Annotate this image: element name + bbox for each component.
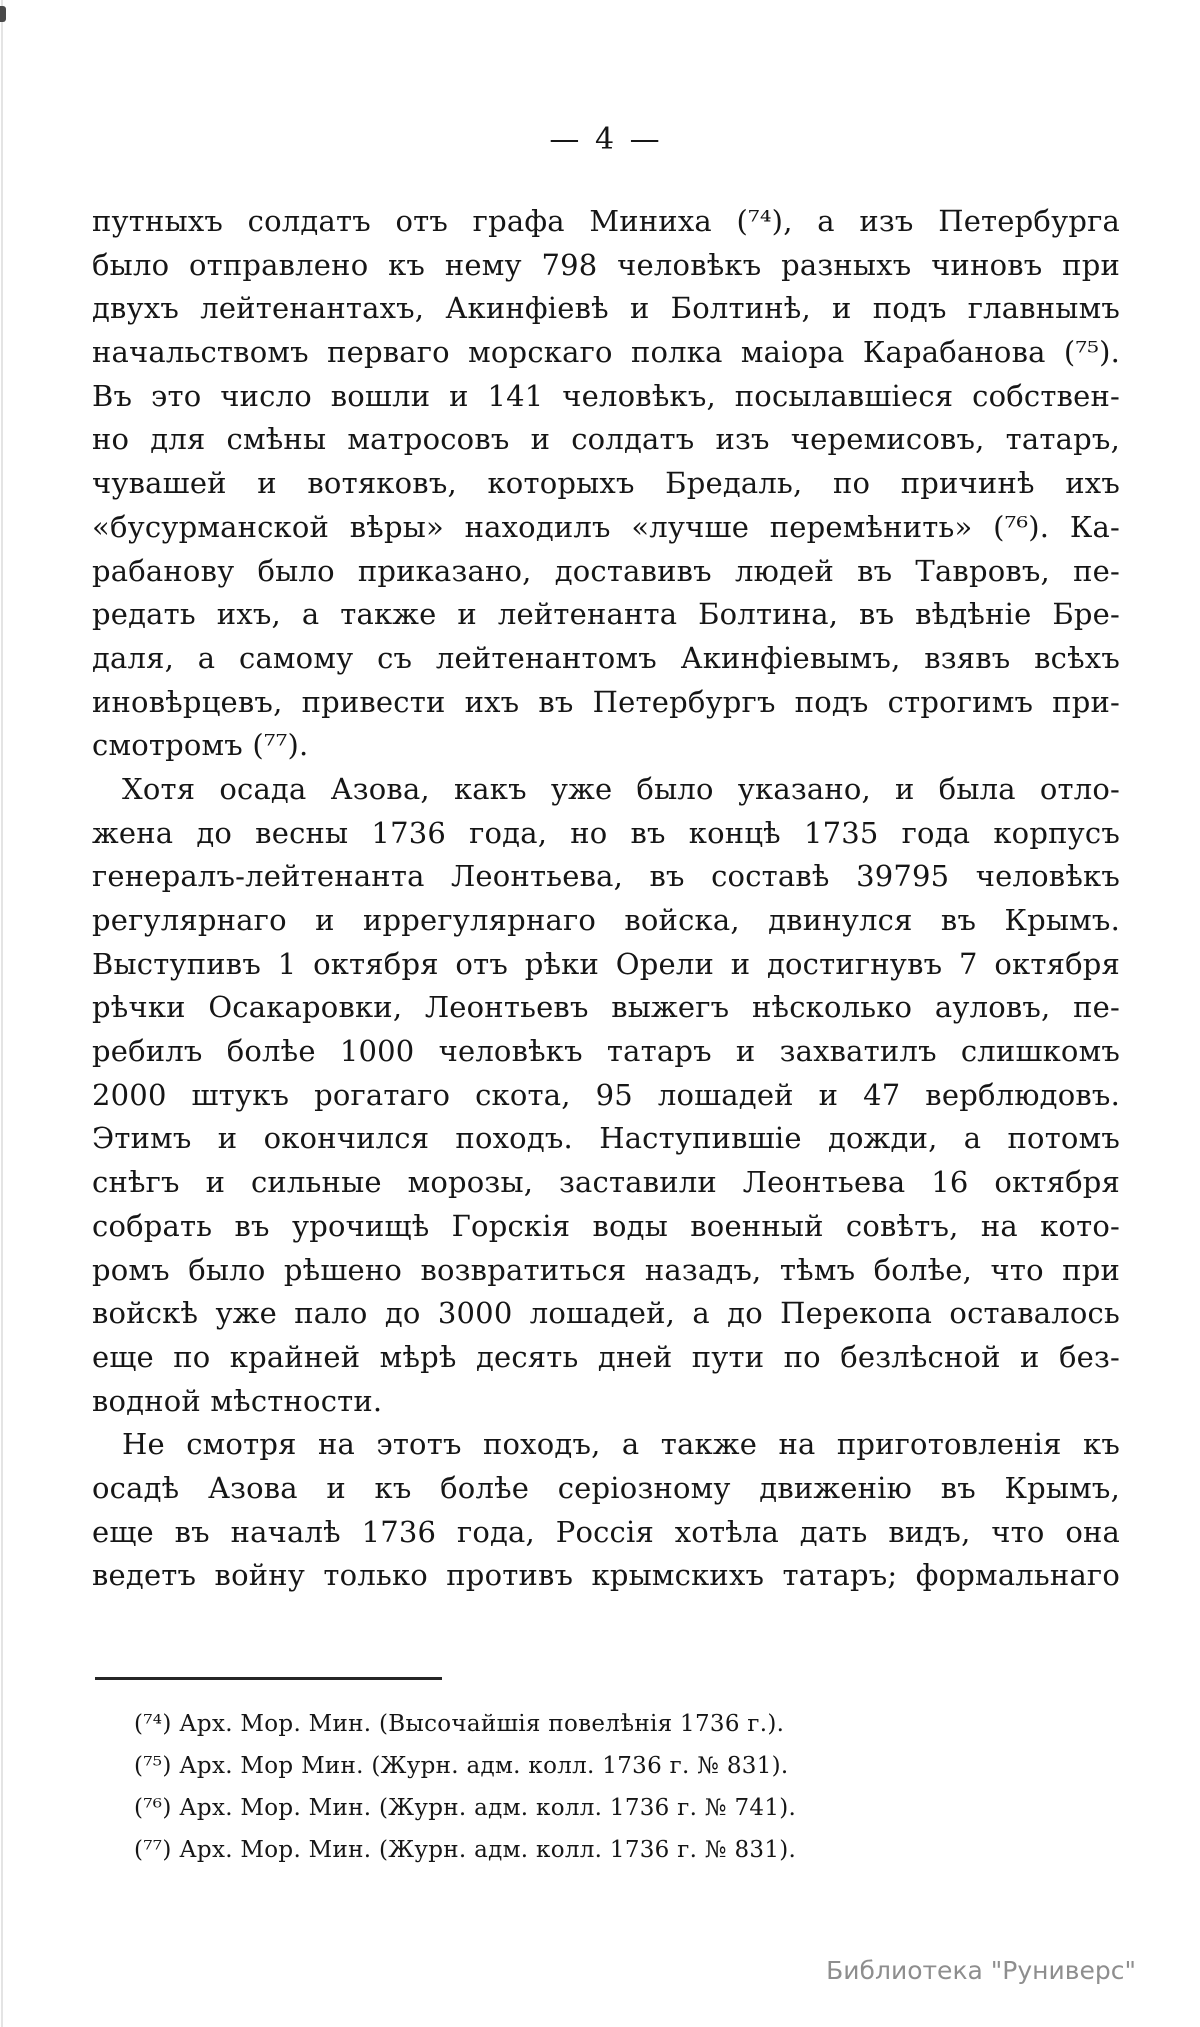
paragraph [92,200,1120,768]
footnotes [134,1703,1054,1871]
page-number: — 4 — [549,122,663,157]
footnote-line: (⁷⁴) Арх. Мор. Мин. (Высочайшія повелѣнія 1736 г.). [134,1711,785,1737]
text-line: чувашей и вотяковъ, которыхъ Бредаль, по причинѣ ихъ [92,466,1120,501]
text-line: было отправлено къ нему 798 человѣкъ разныхъ чиновъ при [92,247,1120,282]
text-line: «бусурманской вѣры» находилъ «лучше перемѣнить» (⁷⁶). Ка- [92,509,1120,544]
text-line: собрать въ урочищѣ Горскія воды военный совѣтъ, на кото- [92,1208,1120,1243]
footnote-line: (⁷⁶) Арх. Мор. Мин. (Журн. адм. колл. 1736 г. № 741). [134,1795,797,1821]
paragraph [92,768,1120,1423]
text-line: ребилъ болѣе 1000 человѣкъ татаръ и захватилъ слишкомъ [92,1034,1120,1069]
text-line: редать ихъ, а также и лейтенанта Болтина, въ вѣдѣніе Бре- [92,597,1120,632]
text-line: Выступивъ 1 октября отъ рѣки Орели и достигнувъ 7 октября [92,946,1120,981]
text-line: осадѣ Азова и къ болѣе серіозному движенію въ Крымъ, [92,1470,1120,1505]
text-line: еще въ началѣ 1736 года, Россія хотѣла дать видъ, что она [92,1514,1120,1549]
text-line: но для смѣны матросовъ и солдатъ изъ черемисовъ, татаръ, [92,422,1120,457]
footnote-line: (⁷⁵) Арх. Мор Мин. (Журн. адм. колл. 1736 г. № 831). [134,1753,789,1779]
text-line: двухъ лейтенантахъ, Акинфіевѣ и Болтинѣ, и подъ главнымъ [92,291,1120,326]
library-watermark: Библиотека "Руниверс" [826,1956,1136,1985]
scan-edge-artifact [1,0,3,2027]
text-line: Этимъ и окончился походъ. Наступившіе дожди, а потомъ [92,1121,1120,1156]
text-line: снѣгъ и сильные морозы, заставили Леонтьева 16 октября [92,1165,1120,1200]
text-line: путныхъ солдатъ отъ графа Миниха (⁷⁴), а изъ Петербурга [92,204,1120,238]
text-line: регулярнаго и иррегулярнаго войска, двинулся въ Крымъ. [92,903,1120,937]
text-line: рѣчки Осакаровки, Леонтьевъ выжегъ нѣсколько ауловъ, пе- [92,990,1120,1025]
text-line: начальствомъ перваго морскаго полка маіора Карабанова (⁷⁵). [92,335,1120,370]
footnote-separator [95,1677,442,1680]
body-text [92,200,1120,1598]
text-line: жена до весны 1736 года, но въ концѣ 1735 года корпусъ [92,815,1120,850]
footnote-line: (⁷⁷) Арх. Мор. Мин. (Журн. адм. колл. 1736 г. № 831). [134,1837,797,1863]
text-line: Не смотря на этотъ походъ, а также на приготовленія къ [122,1427,1120,1462]
text-line: Въ это число вошли и 141 человѣкъ, посылавшіеся собствен- [92,378,1120,413]
text-line: водной мѣстности. [92,1383,383,1418]
text-line: генералъ-лейтенанта Леонтьева, въ составѣ 39795 человѣкъ [92,859,1120,894]
text-line: даля, а самому съ лейтенантомъ Акинфіевымъ, взявъ всѣхъ [92,640,1120,675]
text-line: смотромъ (⁷⁷). [92,728,309,763]
text-line: рабанову было приказано, доставивъ людей въ Тавровъ, пе- [92,553,1120,588]
paragraph [92,1423,1120,1598]
text-line: Хотя осада Азова, какъ уже было указано, и была отло- [122,771,1120,806]
text-line: ромъ было рѣшено возвратиться назадъ, тѣмъ болѣе, что при [92,1252,1120,1287]
text-line: войскѣ уже пало до 3000 лошадей, а до Перекопа оставалось [92,1296,1120,1331]
scan-corner-artifact [0,6,6,22]
text-line: 2000 штукъ рогатаго скота, 95 лошадей и 47 верблюдовъ. [92,1077,1120,1112]
text-line: иновѣрцевъ, привести ихъ въ Петербургъ подъ строгимъ при- [92,684,1120,719]
text-line: еще по крайней мѣрѣ десять дней пути по безлѣсной и без- [92,1339,1120,1374]
text-line: ведетъ войну только противъ крымскихъ татаръ; формальнаго [92,1558,1120,1593]
